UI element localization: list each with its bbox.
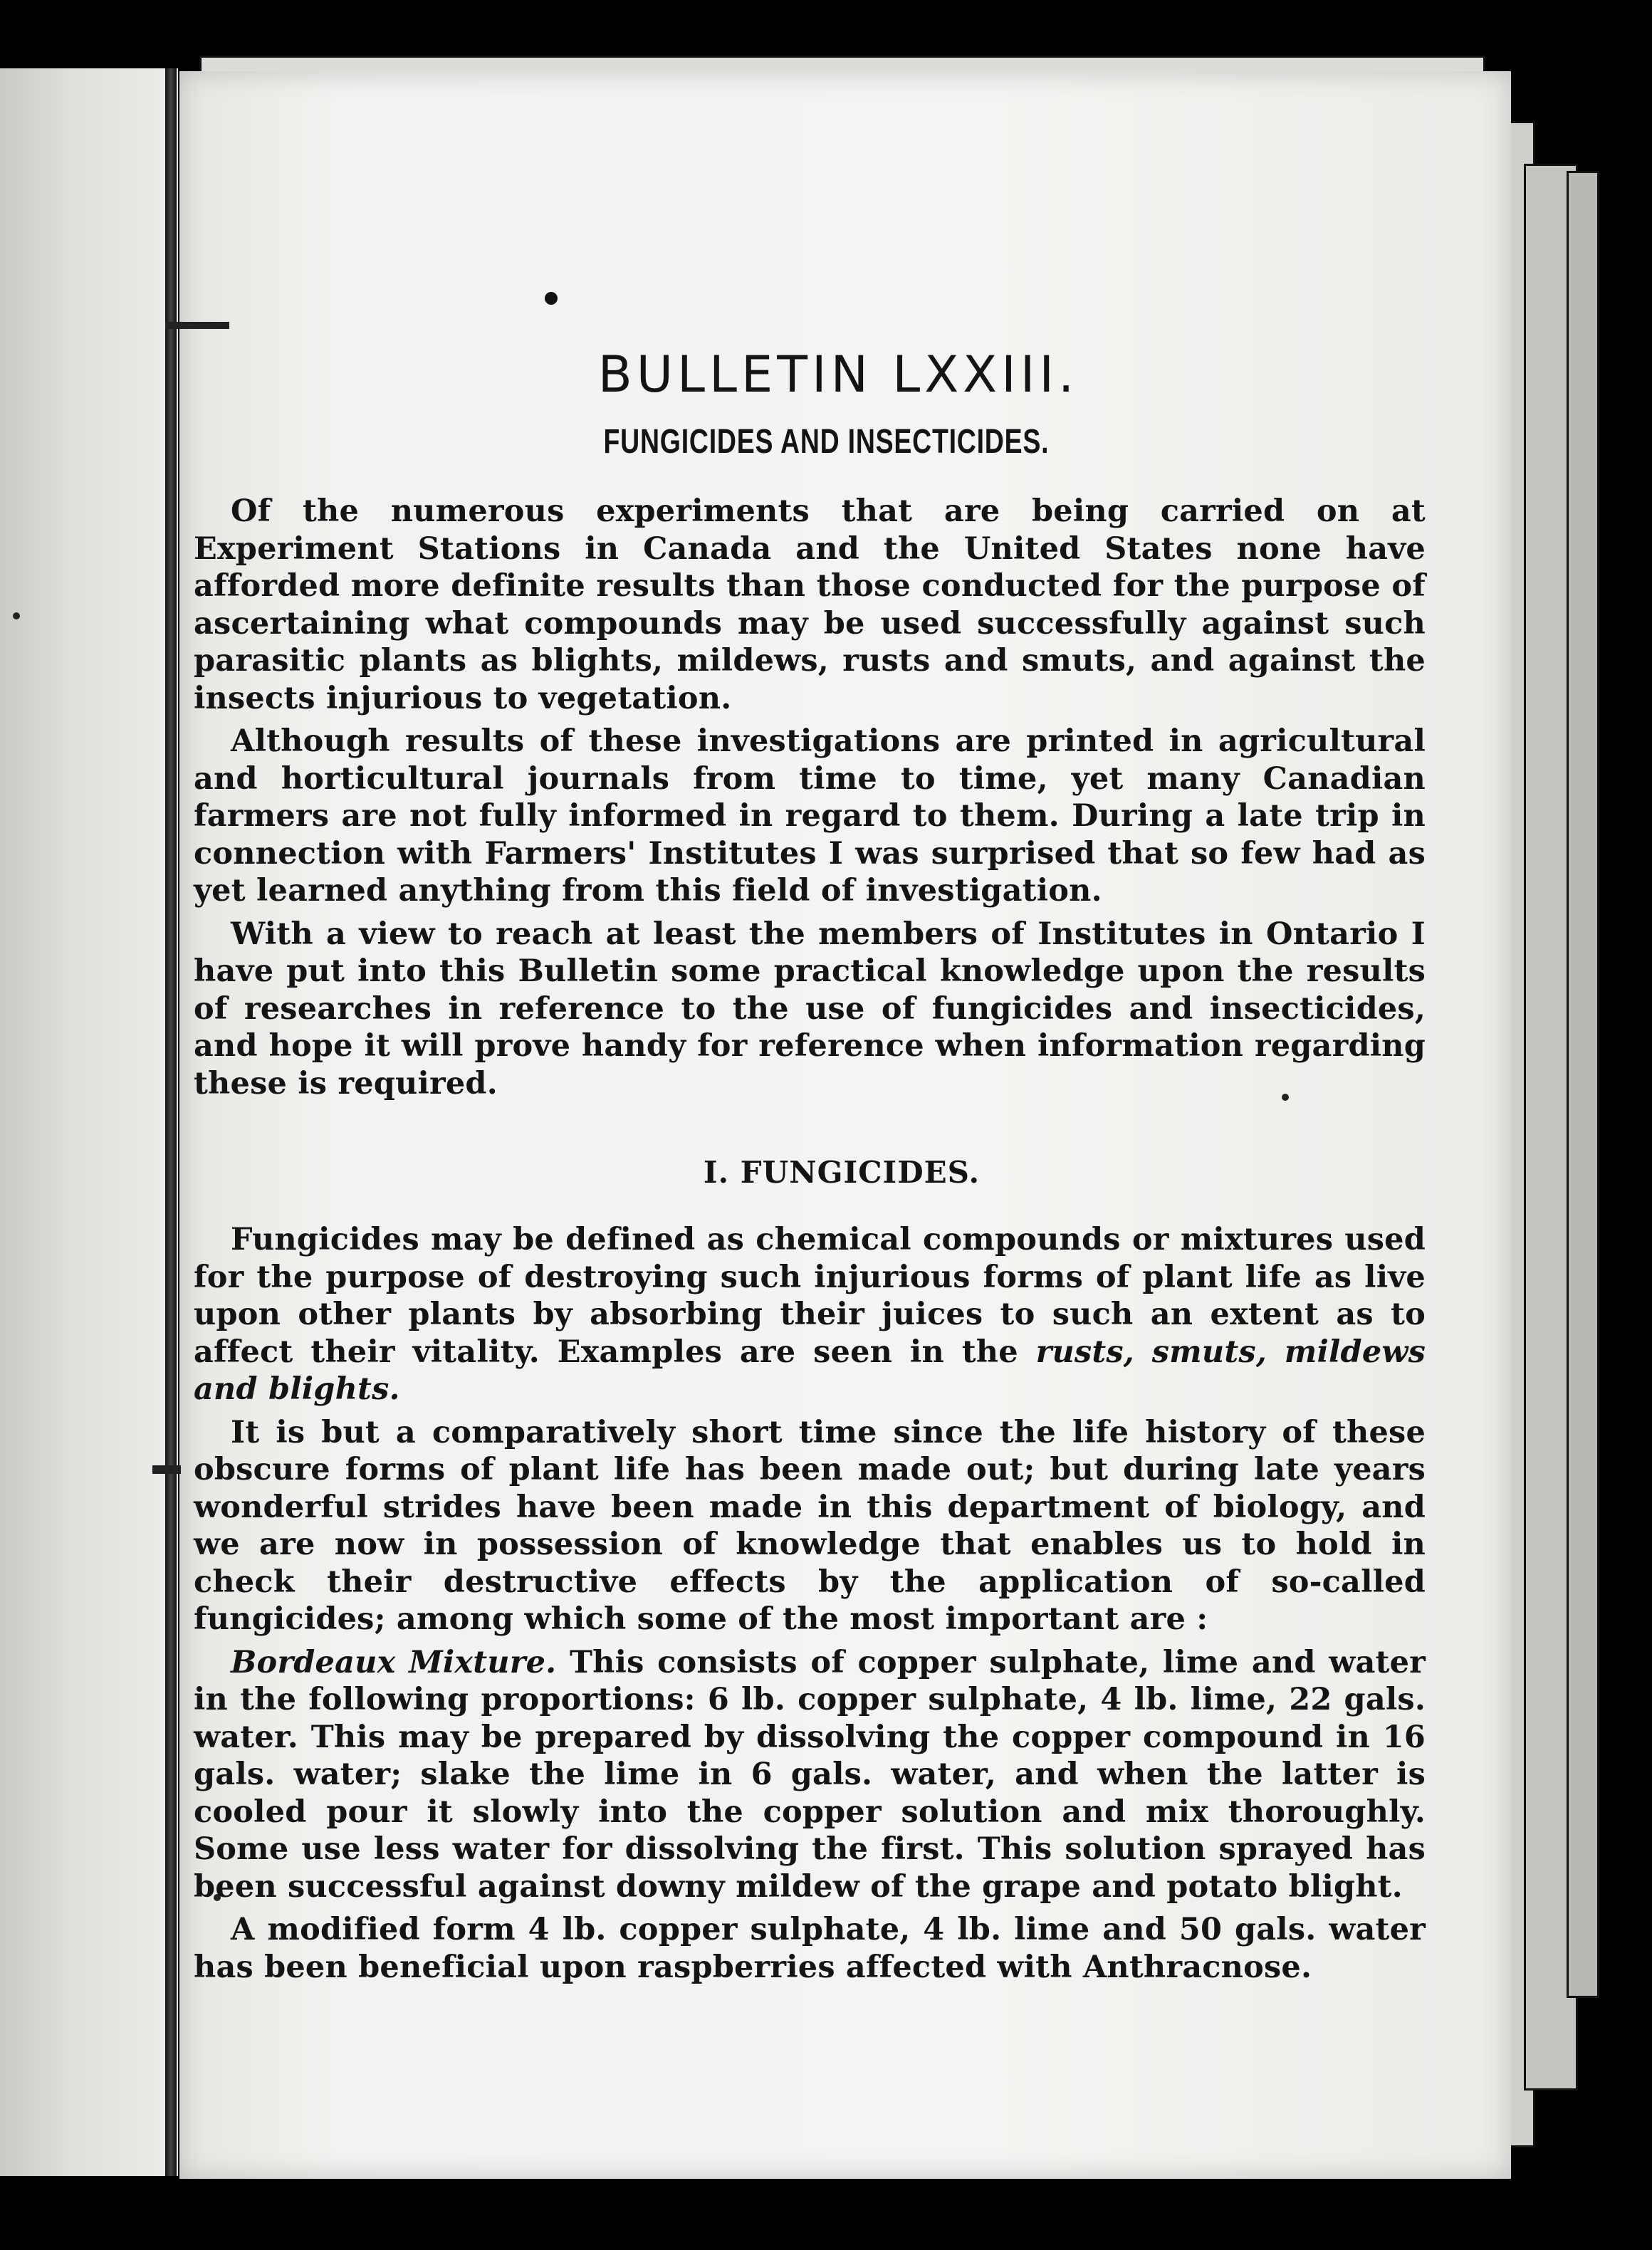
bordeaux-mixture-paragraph [194,1644,1426,1906]
page-edge-right-3 [1567,171,1599,1998]
bordeaux-mixture-label: Bordeaux Mixture. [231,1644,557,1680]
speck [13,612,20,619]
fungicides-definition-text: Fungicides may be defined as chemical compounds or mixtures used for the purpose of destroying such injurious forms of plant life as live upon other plants by absorbing their juices to such an extent as to affect their vitality. Examples are seen in the [194,1222,1426,1370]
fungicides-paragraph-2: It is but a comparatively short time since the life history of these obscure forms of plant life has been made out; but during late years wonderful strides have been made in this department of biology, and we are now in possession of knowledge that enables us to hold in check their destructive effects by the application of so-called fungicides; among which some of the most important are : [194,1414,1426,1637]
left-page-fragment [0,68,178,2176]
fungicides-paragraph-1 [194,1221,1426,1408]
intro-paragraph-3: With a view to reach at least the members of Institutes in Ontario I have put into this Bulletin some practical knowledge upon the results of researches in reference to the use of fungicides and insecticides, and hope it will prove handy for reference when information regarding these is required. [194,916,1426,1102]
book-gutter [165,68,177,2176]
intro-paragraph-1: Of the numerous experiments that are being carried on at Experiment Stations in Canada and the United States none have afforded more definite results than those conducted for the purpose of ascertaining what compounds may be used successfully against such parasitic plants as blights, mildews, rusts and smuts, and against the insects injurious to vegetation. [194,493,1426,716]
bulletin-subtitle: FUNGICIDES AND INSECTICIDES. [603,423,1050,461]
page-content [194,285,1426,1992]
section-heading-fungicides: I. FUNGICIDES. [703,1155,981,1190]
fungicides-examples-italic: rusts, smuts, mildews and blights. [194,1334,1426,1407]
bulletin-title: BULLETIN LXXIII. [597,345,1079,404]
bordeaux-mixture-text: This consists of copper sulphate, lime and water in the following proportions: 6 lb. copper sulphate, 4 lb. lime, 22 gals. water. This may be prepared by dissolving the copper compound in 16 gals. water; slake the lime in 6 gals. water, and when the latter is cooled pour it slowly into the copper solution and mix thoroughly. Some use less water for dissolving the first. This solution sprayed has been successful against downy mildew of the grape and potato blight. [194,1644,1426,1905]
binding-mark [152,1465,181,1474]
modified-form-paragraph: A modified form 4 lb. copper sulphate, 4 lb. lime and 50 gals. water has been beneficial upon raspberries affected with Anthracnose. [194,1912,1426,1985]
intro-paragraph-2: Although results of these investigations are printed in agricultural and horticultural journals from time to time, yet many Canadian farmers are not fully informed in regard to them. During a late trip in connection with Farmers' Institutes I was surprised that so few had as yet learned anything from this field of investigation. [194,723,1426,909]
